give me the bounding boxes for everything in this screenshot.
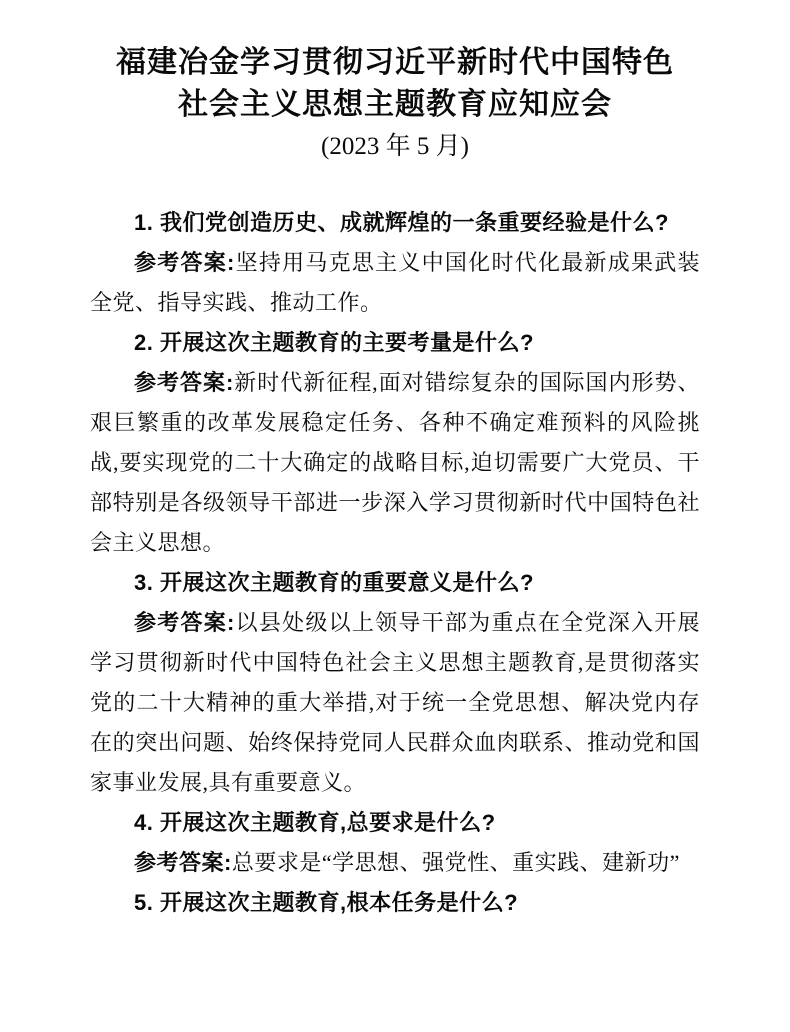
answer-paragraph	[90, 243, 700, 323]
answer-body: 总要求是“学思想、强党性、重实践、建新功”	[231, 850, 680, 875]
date-line: (2023 年 5 月)	[321, 133, 469, 160]
answer-paragraph	[90, 363, 700, 563]
question-text: 3. 开展这次主题教育的重要意义是什么?	[134, 570, 534, 595]
document-header	[90, 42, 700, 168]
answer-body: 以县处级以上领导干部为重点在全党深入开展学习贯彻新时代中国特色社会主义思想主题教育,是贯彻落实党的二十大精神的重大举措,对于统一全党思想、解决党内存在的突出问题、始终保持党同人民群众血肉联系、推动党和国家事业发展,具有重要意义。	[90, 610, 700, 795]
answer-label: 参考答案:	[134, 610, 235, 635]
answer-body: 坚持用马克思主义中国化时代化最新成果武装全党、指导实践、推动工作。	[90, 250, 700, 315]
question-text: 4. 开展这次主题教育,总要求是什么?	[134, 810, 496, 835]
title-line-2: 社会主义思想主题教育应知应会	[178, 88, 612, 121]
answer-body: 新时代新征程,面对错综复杂的国际国内形势、艰巨繁重的改革发展稳定任务、各种不确定难预料的风险挑战,要实现党的二十大确定的战略目标,迫切需要广大党员、干部特别是各级领导干部进一步深入学习贯彻新时代中国特色社会主义思想。	[90, 370, 700, 555]
document-title	[90, 42, 700, 126]
answer-label: 参考答案:	[134, 850, 232, 875]
question-text: 2. 开展这次主题教育的主要考量是什么?	[134, 330, 534, 355]
qa-item-4	[90, 803, 700, 883]
qa-item-5	[90, 883, 700, 923]
answer-label: 参考答案:	[134, 370, 234, 395]
title-line-1: 福建冶金学习贯彻习近平新时代中国特色	[116, 46, 674, 79]
answer-label: 参考答案:	[134, 250, 235, 275]
qa-list	[90, 203, 700, 923]
qa-item-2	[90, 323, 700, 563]
answer-paragraph	[90, 843, 700, 883]
qa-item-3	[90, 563, 700, 803]
question-text: 1. 我们党创造历史、成就辉煌的一条重要经验是什么?	[134, 210, 669, 235]
answer-paragraph	[90, 603, 700, 803]
qa-item-1	[90, 203, 700, 323]
question-text: 5. 开展这次主题教育,根本任务是什么?	[134, 890, 519, 915]
